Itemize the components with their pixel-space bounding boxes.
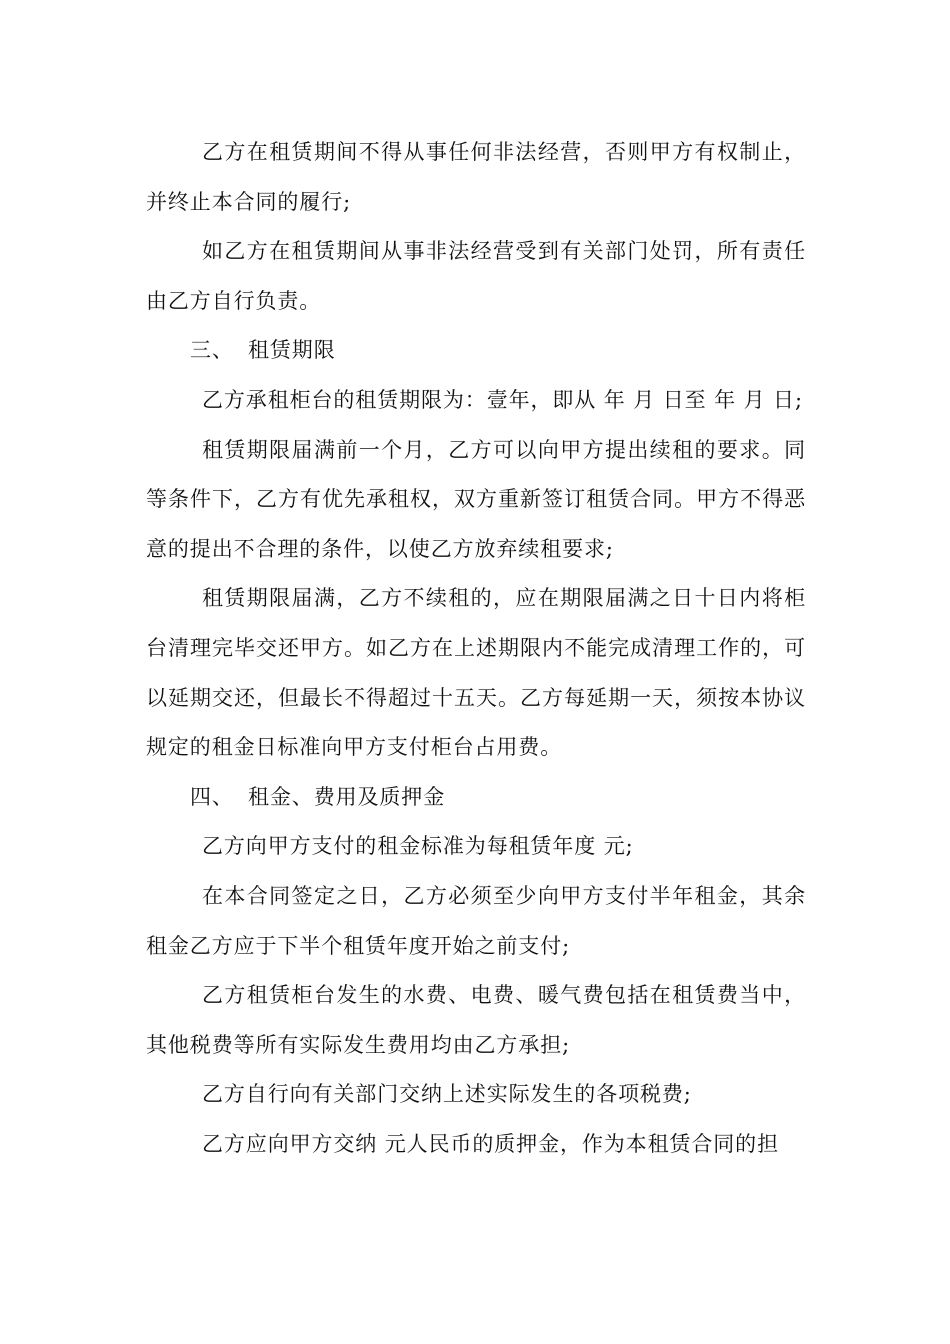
- paragraph-lease-period: 乙方承租柜台的租赁期限为：壹年，即从 年 月 日至 年 月 日;: [202, 387, 803, 412]
- paragraph-taxes: 乙方自行向有关部门交纳上述实际发生的各项税费;: [202, 1082, 692, 1107]
- section-number: 四、: [190, 784, 234, 809]
- paragraph-rent-standard: 乙方向甲方支付的租金标准为每租赁年度 元;: [202, 834, 634, 859]
- paragraph-expiry-return: 租赁期限届满，乙方不续租的，应在期限届满之日十日内将柜台清理完毕交还甲方。如乙方在上述期限内不能完成清理工作的，可以延期交还，但最长不得超过十五天。乙方每延期一天，须按本协议规定的租金日标准向甲方支付柜台占用费。: [146, 586, 806, 760]
- document-body: [146, 128, 806, 1169]
- paragraph-illegal-business: 乙方在租赁期间不得从事任何非法经营，否则甲方有权制止，并终止本合同的履行;: [146, 140, 806, 214]
- section-heading-lease-term: [146, 326, 806, 376]
- paragraph-renewal: 租赁期限届满前一个月，乙方可以向甲方提出续租的要求。同等条件下，乙方有优先承租权，双方重新签订租赁合同。甲方不得恶意的提出不合理的条件，以使乙方放弃续租要求;: [146, 437, 806, 561]
- paragraph-utility-fees: 乙方租赁柜台发生的水费、电费、暖气费包括在租赁费当中，其他税费等所有实际发生费用均由乙方承担;: [146, 983, 806, 1057]
- section-title: 租金、费用及质押金: [248, 784, 446, 809]
- paragraph-rent-payment: 在本合同签定之日，乙方必须至少向甲方支付半年租金，其余租金乙方应于下半个租赁年度开始之前支付;: [146, 883, 806, 958]
- section-heading-rent-fees: [146, 773, 806, 823]
- paragraph-deposit: 乙方应向甲方交纳 元人民币的质押金，作为本租赁合同的担: [202, 1131, 779, 1156]
- section-title: 租赁期限: [248, 338, 336, 363]
- section-number: 三、: [190, 338, 234, 363]
- paragraph-penalty-responsibility: 如乙方在租赁期间从事非法经营受到有关部门处罚，所有责任由乙方自行负责。: [146, 239, 806, 313]
